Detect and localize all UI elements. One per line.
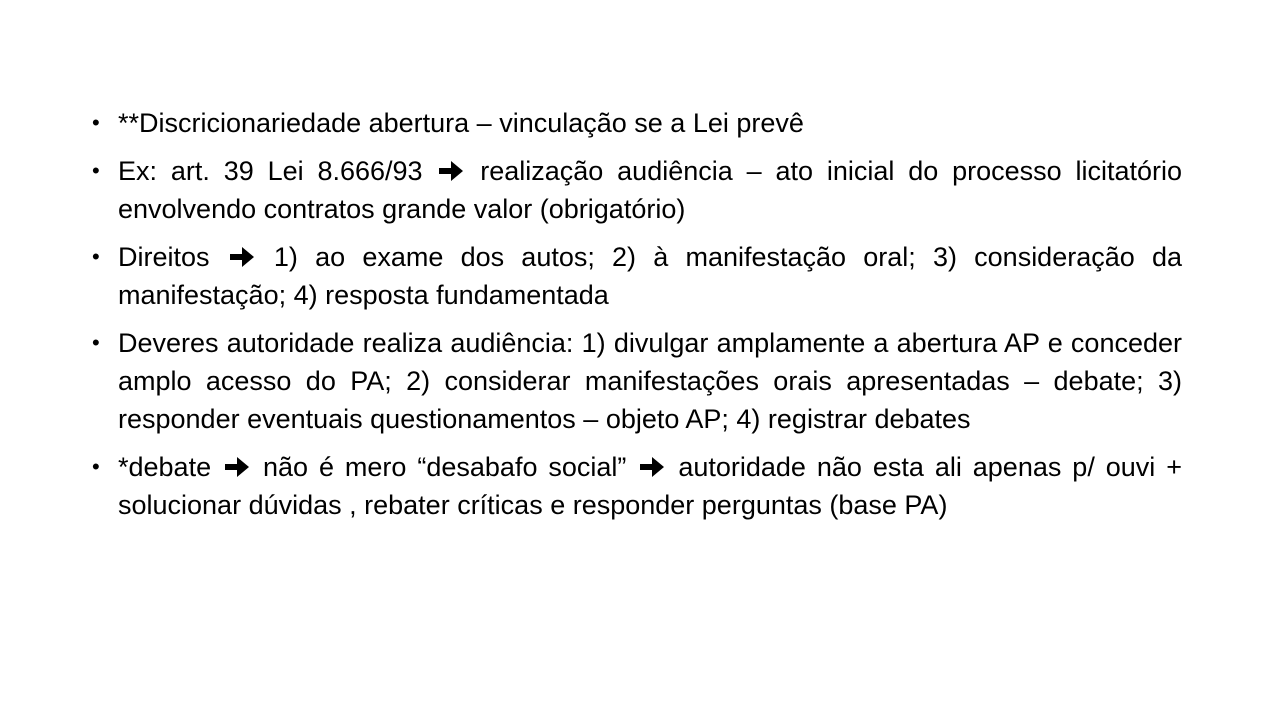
bullet-item-5 bbox=[92, 448, 1182, 524]
bullet-item-3 bbox=[92, 238, 1182, 314]
bullet-text: não é mero “desabafo social” bbox=[252, 452, 638, 482]
bullet-text: Direitos bbox=[118, 242, 227, 272]
bullet-text: realização audiência – ato inicial do processo licitatório envolvendo contratos grande valor (obrigatório) bbox=[118, 156, 1183, 224]
right-arrow-icon bbox=[229, 246, 255, 268]
bullet-text: Ex: art. 39 Lei 8.666/93 bbox=[118, 156, 437, 186]
bullet-text: autoridade não esta ali apenas p/ ouvi + solucionar dúvidas , rebater críticas e responder perguntas (base PA) bbox=[118, 452, 1182, 520]
right-arrow-icon bbox=[438, 160, 464, 182]
right-arrow-icon bbox=[224, 456, 250, 478]
bullet-text: Deveres autoridade realiza audiência: 1) divulgar amplamente a abertura AP e conceder amplo acesso do PA; 2) considerar manifestações orais apresentadas – debate; 3) responder eventuais questionamentos – objeto AP; 4) registrar debates bbox=[118, 328, 1182, 434]
bullet-dot: • bbox=[92, 110, 100, 135]
bullet-item-4 bbox=[92, 324, 1182, 438]
bullet-text: *debate bbox=[118, 452, 223, 482]
bullet-dot: • bbox=[92, 454, 100, 479]
bullet-dot: • bbox=[92, 330, 100, 355]
bullet-item-1 bbox=[92, 104, 1182, 142]
bullet-item-2 bbox=[92, 152, 1182, 228]
bullet-text: 1) ao exame dos autos; 2) à manifestação oral; 3) consideração da manifestação; 4) resposta fundamentada bbox=[118, 242, 1182, 310]
right-arrow-icon bbox=[639, 456, 665, 478]
bullet-text: **Discricionariedade abertura – vinculação se a Lei prevê bbox=[118, 108, 804, 138]
bullet-list bbox=[92, 104, 1182, 534]
bullet-dot: • bbox=[92, 158, 100, 183]
bullet-dot: • bbox=[92, 244, 100, 269]
